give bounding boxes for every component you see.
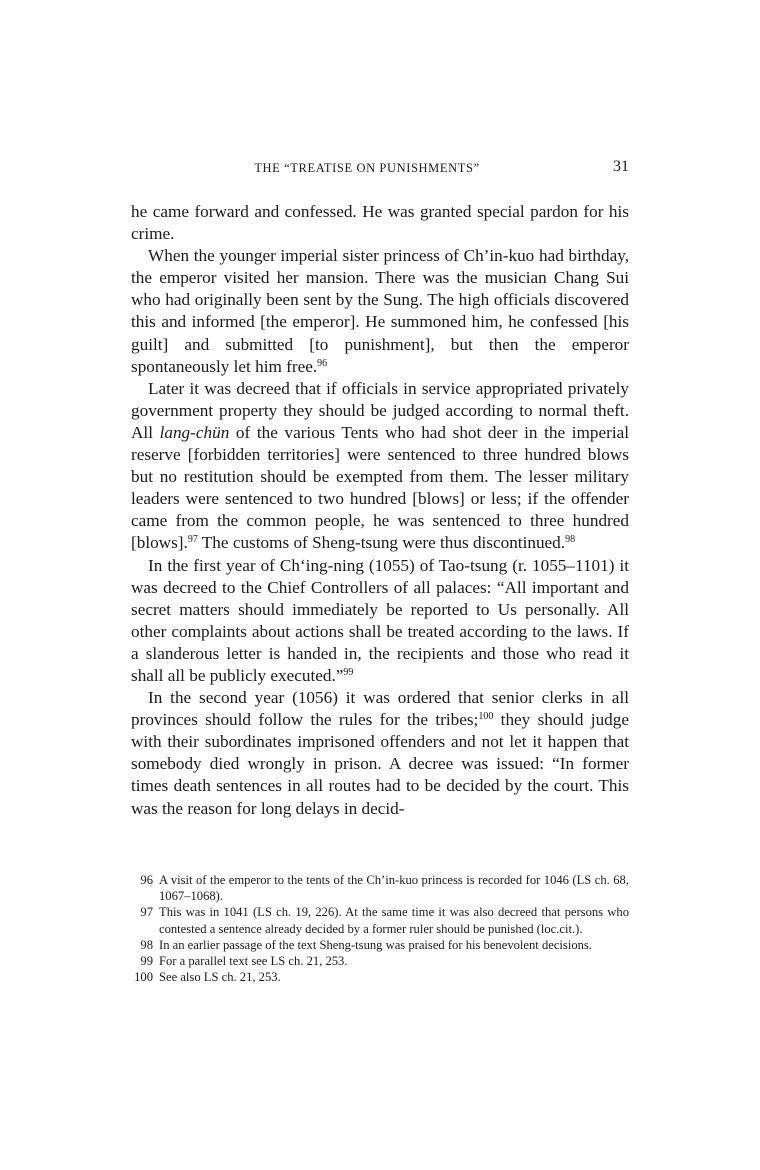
italic-term: lang-chün: [159, 422, 230, 442]
footnote-number: 98: [140, 937, 153, 952]
running-title: THE “TREATISE ON PUNISHMENTS”: [254, 161, 480, 175]
footnote-number: 99: [140, 954, 153, 969]
body-text: [131, 201, 629, 820]
page-number: 31: [613, 158, 629, 175]
paragraph: [131, 555, 629, 688]
text-segment: they should judge with their subordinates imprisoned offenders and not let it happen that somebody died wrongly in prison. A decree was issued: “In former times death sentences in all routes had to be decided by the court. This was the reason for long delays in decid-: [131, 710, 629, 818]
footnote: [131, 937, 629, 953]
footnote-number: 97: [140, 905, 153, 920]
footnote-reference: 100: [478, 711, 494, 723]
text-segment: In the first year of Ch‘ing-ning (1055) of Tao-tsung (r. 1055–1101) it was decreed to the Chief Controllers of all palaces: “All important and secret matters should immediately be reported to Us personally. All other complaints about actions shall be treated according to the laws. If a slanderous letter is handed in, the recipients and those who read it shall all be publicly executed.”: [131, 555, 629, 685]
footnotes: [131, 872, 629, 985]
text-segment: The customs of Sheng-tsung were thus discontinued.: [197, 533, 566, 553]
paragraph: [131, 245, 629, 378]
footnote: [131, 969, 629, 985]
footnote: [131, 953, 629, 969]
text-segment: Later it was decreed that if officials in service appropriated privately government property they should be judged according to normal theft. All: [131, 378, 629, 442]
footnote-text: For a parallel text see LS ch. 21, 253.: [159, 954, 348, 969]
footnote: [131, 872, 629, 904]
footnote-reference: 98: [565, 534, 576, 546]
text-segment: he came forward and confessed. He was granted special pardon for his crime.: [131, 202, 629, 244]
footnote-reference: 96: [317, 357, 328, 369]
paragraph: [131, 687, 629, 820]
footnote-reference: 99: [343, 666, 354, 678]
footnote-text: In an earlier passage of the text Sheng-tsung was praised for his benevolent decisions.: [159, 937, 592, 952]
footnote-text: See also LS ch. 21, 253.: [159, 970, 281, 985]
footnote-number: 96: [140, 873, 153, 887]
footnote-text: A visit of the emperor to the tents of the Ch’in-kuo princess is recorded for 1046 (LS ch. 68, 1067–1068).: [159, 873, 629, 904]
text-segment: of the various Tents who had shot deer in the imperial reserve [forbidden territories] were sentenced to three hundred blows but no restitution should be exempted from them. The lesser military leaders were sentenced to two hundred [blows] or less; if the offender came from the common people, he was sentenced to three hundred [blows].: [131, 422, 629, 553]
text-segment: When the younger imperial sister princess of Ch’in-kuo had birthday, the emperor visited her mansion. There was the musician Chang Sui who had originally been sent by the Sung. The high officials discovered this and informed [the emperor]. He summoned him, he confessed [his guilt] and submitted [to punishment], but then the emperor spontaneously let him free.: [131, 246, 629, 376]
footnote: [131, 904, 629, 936]
paragraph: [131, 201, 629, 245]
footnote-text: This was in 1041 (LS ch. 19, 226). At the same time it was also decreed that persons who contested a sentence already decided by a former ruler should be punished (loc.cit.).: [159, 905, 629, 936]
running-head: [131, 158, 629, 180]
book-page: [131, 0, 629, 1170]
text-segment: In the second year (1056) it was ordered that senior clerks in all provinces should follow the rules for the tribes;: [131, 688, 629, 730]
footnote-reference: 97: [187, 534, 198, 546]
paragraph: [131, 378, 629, 555]
footnote-number: 100: [134, 970, 153, 985]
